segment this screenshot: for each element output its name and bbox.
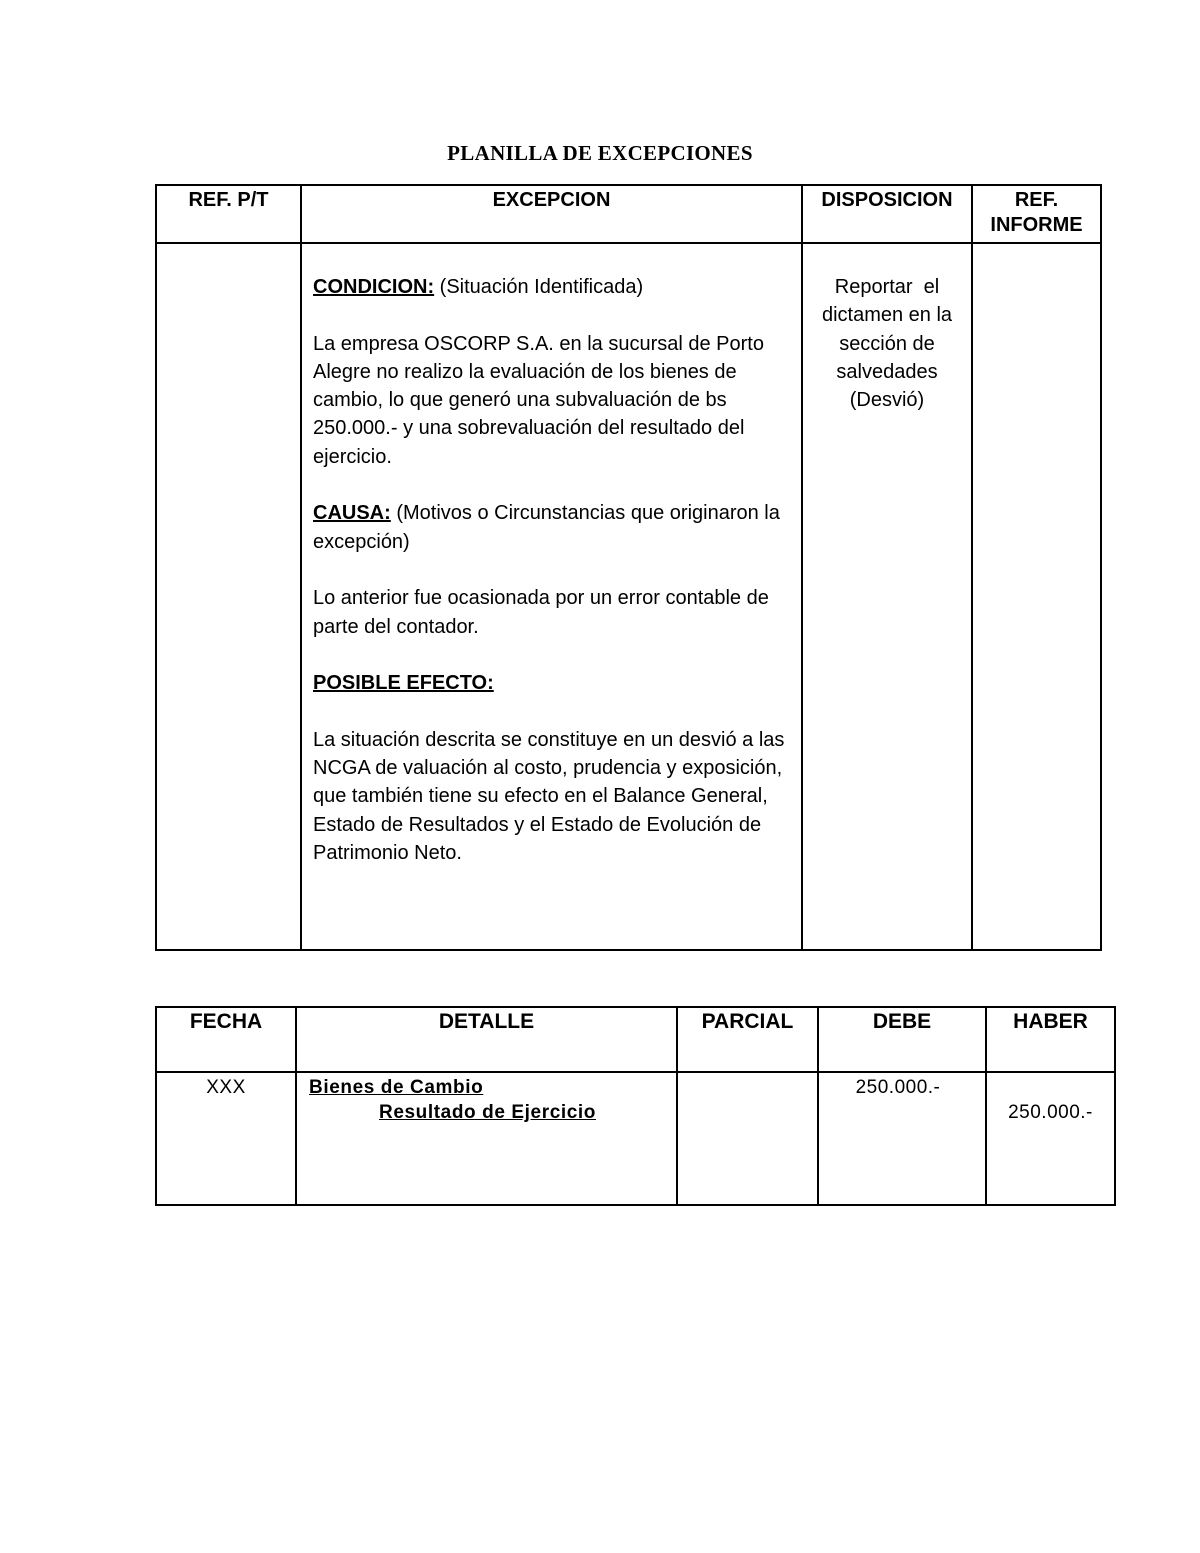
cell-disposicion (802, 243, 972, 950)
cell-ref-informe (972, 243, 1101, 950)
journal-header-row (156, 1007, 1115, 1072)
exceptions-header-row (156, 185, 1101, 243)
header-ref-pt: REF. P/T (156, 185, 301, 243)
efecto-heading-line (313, 669, 793, 697)
journal-entry-table (155, 1006, 1116, 1206)
disposicion-line-3: sección de (839, 332, 935, 355)
cell-ref-pt (156, 243, 301, 950)
cell-fecha: XXX (156, 1072, 296, 1205)
header-ref-informe (972, 185, 1101, 243)
exceptions-table (155, 184, 1102, 951)
page-title: PLANILLA DE EXCEPCIONES (447, 141, 753, 165)
condicion-note: (Situación Identificada) (434, 276, 644, 298)
detalle-debit-account: Bienes de Cambio (309, 1077, 484, 1098)
journal-row (156, 1072, 1115, 1205)
disposicion-line-2: dictamen en la (821, 304, 953, 327)
condicion-heading-line (313, 273, 793, 301)
condicion-text: La empresa OSCORP S.A. en la sucursal de Porto Alegre no realizo la evaluación de los bienes de cambio, lo que generó una subvaluación de bs 250.000.- y una sobrevaluación del resultado del ejercicio. (313, 332, 764, 468)
causa-label: CAUSA: (313, 502, 391, 525)
header-parcial: PARCIAL (677, 1007, 818, 1072)
cell-debe: 250.000.- (818, 1072, 986, 1205)
disposicion-line-1: Reportar el (834, 276, 940, 298)
header-ref-informe-line2: INFORME (990, 214, 1083, 236)
header-fecha: FECHA (156, 1007, 296, 1072)
disposicion-line-4: salvedades (836, 360, 938, 383)
exceptions-row (156, 243, 1101, 950)
detalle-credit-account (309, 1100, 676, 1125)
causa-text: Lo anterior fue ocasionada por un error contable de parte del contador. (313, 587, 769, 638)
header-ref-informe-line1: REF. (1014, 189, 1059, 211)
disposicion-line-5: (Desvió) (849, 389, 925, 412)
causa-note: (Motivos o Circunstancias que originaron la excepción) (313, 502, 780, 553)
header-debe: DEBE (818, 1007, 986, 1072)
causa-heading-line (313, 499, 793, 556)
efecto-label: POSIBLE EFECTO: (313, 672, 494, 695)
header-haber: HABER (986, 1007, 1115, 1072)
cell-excepcion (301, 243, 802, 950)
header-excepcion: EXCEPCION (301, 185, 802, 243)
cell-parcial (677, 1072, 818, 1205)
efecto-text: La situación descrita se constituye en un desvió a las NCGA de valuación al costo, prudencia y exposición, que también tiene su efecto en el Balance General, Estado de Resultados y el Estado de Evolución de Patrimonio Neto. (313, 728, 785, 864)
header-detalle: DETALLE (296, 1007, 677, 1072)
condicion-label: CONDICION: (313, 276, 435, 298)
detalle-credit-account-text: Resultado de Ejercicio (379, 1102, 596, 1123)
cell-haber: 250.000.- (986, 1072, 1115, 1205)
header-disposicion: DISPOSICION (802, 185, 972, 243)
cell-detalle (296, 1072, 677, 1205)
